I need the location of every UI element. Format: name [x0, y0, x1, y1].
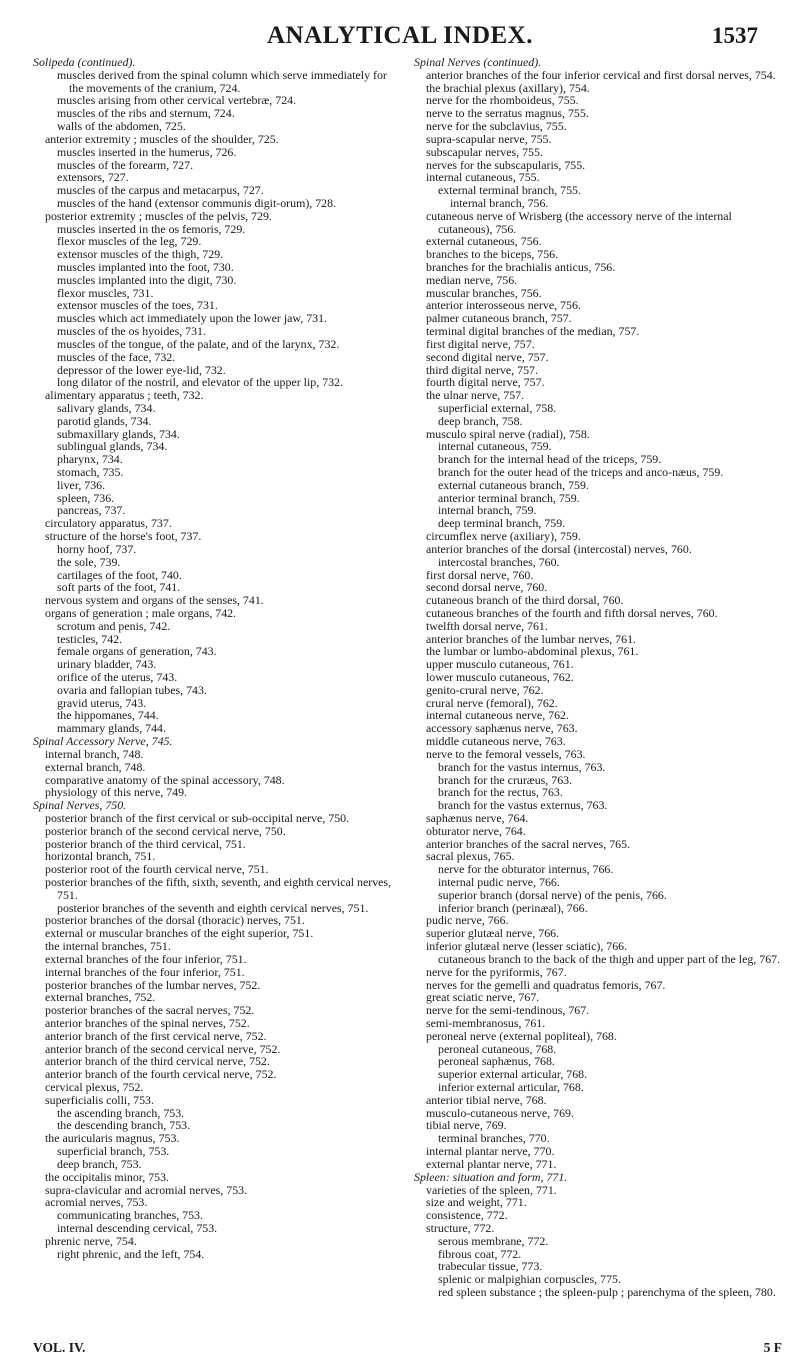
index-entry: communicating branches, 753.: [57, 1208, 203, 1223]
index-entry: middle cutaneous nerve, 763.: [426, 734, 566, 749]
index-entry: first dorsal nerve, 760.: [426, 567, 534, 582]
index-entry: external or muscular branches of the eight superior, 751.: [45, 926, 314, 941]
index-entry: superior external articular, 768.: [438, 1067, 588, 1082]
index-entry: acromial nerves, 753.: [45, 1195, 148, 1210]
index-entry: scrotum and penis, 742.: [57, 618, 171, 633]
index-entry: inferior branch (perinæal), 766.: [438, 900, 588, 915]
index-entry: posterior branches of the sacral nerves, 752.: [45, 1003, 255, 1018]
index-entry: anterior branches of the four inferior cervical and first dorsal nerves, 754.: [426, 67, 776, 82]
index-entry: female organs of generation, 743.: [57, 644, 217, 659]
index-entry: crural nerve (femoral), 762.: [426, 695, 558, 710]
index-entry: superior branch (dorsal nerve) of the penis, 766.: [438, 887, 667, 902]
index-entry: mammary glands, 744.: [57, 721, 166, 736]
index-entry: circumflex nerve (axiliary), 759.: [426, 529, 581, 544]
index-entry: superficialis colli, 753.: [45, 1092, 154, 1107]
index-entry: anterior branch of the fourth cervical nerve, 752.: [45, 1067, 277, 1082]
index-entry: internal branch, 756.: [450, 195, 549, 210]
index-entry: posterior branches of the fifth, sixth, seventh, and eighth cervical nerves, 751.: [45, 875, 392, 902]
index-entry: muscles of the carpus and metacarpus, 727.: [57, 183, 264, 198]
index-entry: anterior tibial nerve, 768.: [426, 1092, 547, 1107]
index-entry: internal cutaneous, 755.: [426, 170, 540, 185]
index-entry: salivary glands, 734.: [57, 400, 156, 415]
index-entry: circulatory apparatus, 737.: [45, 516, 172, 531]
index-entry: branches to the biceps, 756.: [426, 247, 559, 262]
index-entry: the lumbar or lumbo-abdominal plexus, 761.: [426, 644, 639, 659]
index-heading: Spinal Nerves (continued).: [414, 56, 542, 69]
index-entry: soft parts of the foot, 741.: [57, 580, 181, 595]
index-entry: external branch, 748.: [45, 759, 146, 774]
index-entry: branch for the cruræus, 763.: [438, 772, 573, 787]
index-entry: external cutaneous branch, 759.: [438, 477, 589, 492]
index-entry: gravid uterus, 743.: [57, 695, 147, 710]
index-entry: phrenic nerve, 754.: [45, 1233, 137, 1248]
index-entry: cutaneous branch of the third dorsal, 760.: [426, 593, 624, 608]
index-entry: internal branch, 748.: [45, 746, 144, 761]
index-entry: musculo spiral nerve (radial), 758.: [426, 426, 590, 441]
index-entry: organs of generation ; male organs, 742.: [45, 605, 237, 620]
index-entry: parotid glands, 734.: [57, 413, 152, 428]
index-entry: terminal digital branches of the median, 757.: [426, 324, 640, 339]
index-entry: right phrenic, and the left, 754.: [57, 1246, 205, 1261]
index-entry: extensor muscles of the thigh, 729.: [57, 247, 224, 262]
index-entry: terminal branches, 770.: [438, 1131, 550, 1146]
page-header: [0, 22, 800, 52]
index-entry: anterior branch of the second cervical nerve, 752.: [45, 1041, 281, 1056]
index-entry: posterior branch of the third cervical, 751.: [45, 836, 246, 851]
index-entry: cutaneous nerve of Wrisberg (the accessory nerve of the internal cutaneous), 756.: [426, 208, 732, 236]
index-entry: comparative anatomy of the spinal accessory, 748.: [45, 772, 285, 787]
index-entry: anterior branches of the dorsal (intercostal) nerves, 760.: [426, 541, 692, 556]
index-entry: the auricularis magnus, 753.: [45, 1131, 180, 1146]
index-entry: palmer cutaneous branch, 757.: [426, 311, 572, 326]
index-entry: liver, 736.: [57, 477, 106, 492]
index-entry: branch for the rectus, 763.: [438, 785, 563, 800]
index-entry: trabecular tissue, 773.: [438, 1259, 543, 1274]
index-entry: posterior root of the fourth cervical nerve, 751.: [45, 862, 269, 877]
index-entry: structure of the horse's foot, 737.: [45, 529, 202, 544]
index-entry: first digital nerve, 757.: [426, 336, 535, 351]
index-entry: muscles of the tongue, of the palate, and of the larynx, 732.: [57, 336, 340, 351]
index-entry: inferior external articular, 768.: [438, 1080, 584, 1094]
index-entry: muscles of the os hyoides, 731.: [57, 324, 206, 339]
index-entry: the ulnar nerve, 757.: [426, 388, 525, 403]
index-heading: Spinal Accessory Nerve, 745.: [33, 734, 173, 749]
index-entry: horizontal branch, 751.: [45, 849, 156, 864]
index-entry: muscles of the hand (extensor communis digit-orum), 728.: [57, 195, 337, 210]
index-entry: nerves for the subscapularis, 755.: [426, 157, 586, 172]
index-entry: saphænus nerve, 764.: [426, 810, 529, 825]
index-entry: nervous system and organs of the senses, 741.: [45, 593, 264, 608]
index-entry: twelfth dorsal nerve, 761.: [426, 618, 548, 633]
left-index-column: [33, 56, 397, 1336]
index-entry: musculo-cutaneous nerve, 769.: [426, 1105, 574, 1120]
index-entry: branch for the internal head of the triceps, 759.: [438, 452, 662, 467]
index-entry: external branches, 752.: [45, 990, 156, 1005]
index-entry: internal descending cervical, 753.: [57, 1220, 218, 1235]
index-entry: superficial external, 758.: [438, 400, 557, 415]
index-entry: muscles of the forearm, 727.: [57, 157, 194, 172]
index-entry: upper musculo cutaneous, 761.: [426, 657, 574, 672]
index-entry: fibrous coat, 772.: [438, 1246, 522, 1261]
index-entry: posterior branches of the seventh and eighth cervical nerves, 751.: [57, 900, 369, 915]
index-entry: median nerve, 756.: [426, 272, 518, 287]
index-entry: cutaneous branch to the back of the thigh and upper part of the leg, 767.: [438, 951, 781, 966]
index-entry: pancreas, 737.: [57, 503, 126, 518]
index-entry: long dilator of the nostril, and elevator of the upper lip, 732.: [57, 375, 343, 390]
index-entry: branches for the brachialis anticus, 756.: [426, 260, 616, 274]
index-entry: nerve for the rhomboideus, 755.: [426, 93, 579, 108]
index-entry: muscles inserted in the os femoris, 729.: [57, 221, 246, 236]
index-entry: muscles implanted into the digit, 730.: [57, 272, 237, 287]
index-entry: deep terminal branch, 759.: [438, 516, 566, 531]
index-entry: red spleen substance ; the spleen-pulp ; parenchyma of the spleen, 780.: [438, 1285, 776, 1299]
index-entry: second dorsal nerve, 760.: [426, 580, 548, 595]
index-entry: subscapular nerves, 755.: [426, 144, 543, 159]
index-entry: flexor muscles of the leg, 729.: [57, 234, 202, 249]
index-entry: branch for the vastus externus, 763.: [438, 798, 608, 813]
index-entry: internal branch, 759.: [438, 503, 537, 518]
index-entry: tibial nerve, 769.: [426, 1118, 507, 1133]
index-entry: anterior terminal branch, 759.: [438, 490, 580, 505]
index-entry: anterior branch of the first cervical nerve, 752.: [45, 1028, 267, 1043]
index-entry: spleen, 736.: [57, 490, 115, 505]
index-entry: external plantar nerve, 771.: [426, 1156, 557, 1171]
index-entry: testicles, 742.: [57, 631, 123, 646]
index-entry: superior glutæal nerve, 766.: [426, 926, 560, 941]
running-title: ANALYTICAL INDEX.: [267, 22, 533, 49]
index-entry: splenic or malpighian corpuscles, 775.: [438, 1272, 621, 1287]
index-entry: the internal branches, 751.: [45, 939, 171, 954]
index-entry: deep branch, 753.: [57, 1156, 142, 1171]
index-entry: posterior branch of the first cervical or sub-occipital nerve, 750.: [45, 810, 350, 825]
index-entry: posterior branches of the dorsal (thoracic) nerves, 751.: [45, 913, 305, 928]
index-entry: anterior branches of the lumbar nerves, 761.: [426, 631, 636, 646]
index-entry: varieties of the spleen, 771.: [426, 1182, 557, 1197]
index-entry: extensor muscles of the toes, 731.: [57, 298, 218, 313]
index-entry: muscles derived from the spinal column which serve immediately for the movements of the cranium, 724.: [57, 67, 387, 95]
index-entry: flexor muscles, 731.: [57, 285, 154, 300]
index-entry: size and weight, 771.: [426, 1195, 527, 1210]
index-entry: second digital nerve, 757.: [426, 349, 549, 364]
index-entry: external terminal branch, 755.: [438, 183, 581, 198]
index-entry: nerve to the femoral vessels, 763.: [426, 746, 586, 761]
index-entry: anterior interosseous nerve, 756.: [426, 298, 581, 313]
index-entry: external cutaneous, 756.: [426, 234, 542, 249]
index-entry: stomach, 735.: [57, 465, 124, 479]
index-entry: posterior branches of the lumbar nerves, 752.: [45, 977, 261, 992]
index-entry: muscles of the ribs and sternum, 724.: [57, 106, 235, 121]
index-entry: peroneal nerve (external popliteal), 768.: [426, 1028, 617, 1043]
index-entry: internal plantar nerve, 770.: [426, 1144, 555, 1159]
index-entry: genito-crural nerve, 762.: [426, 682, 544, 697]
index-entry: the brachial plexus (axillary), 754.: [426, 80, 590, 95]
index-entry: alimentary apparatus ; teeth, 732.: [45, 388, 204, 403]
page-footer: [33, 1340, 782, 1356]
index-entry: muscles arising from other cervical vertebræ, 724.: [57, 93, 297, 108]
index-entry: nerve for the pyriformis, 767.: [426, 964, 567, 979]
index-heading: Spleen: situation and form, 771.: [414, 1169, 568, 1184]
index-entry: sublingual glands, 734.: [57, 439, 168, 454]
index-entry: cutaneous branches of the fourth and fifth dorsal nerves, 760.: [426, 605, 718, 620]
index-entry: anterior extremity ; muscles of the shoulder, 725.: [45, 131, 279, 146]
index-entry: peroneal cutaneous, 768.: [438, 1041, 557, 1056]
index-entry: muscles implanted into the foot, 730.: [57, 260, 234, 274]
index-entry: peroneal saphænus, 768.: [438, 1054, 555, 1069]
index-entry: semi-membranosus, 761.: [426, 1015, 546, 1030]
index-entry: structure, 772.: [426, 1220, 495, 1235]
index-entry: the sole, 739.: [57, 554, 121, 569]
index-entry: urinary bladder, 743.: [57, 657, 157, 672]
index-entry: branch for the outer head of the triceps and anco-næus, 759.: [438, 465, 724, 479]
index-entry: branch for the vastus internus, 763.: [438, 759, 606, 774]
index-entry: the descending branch, 753.: [57, 1118, 191, 1133]
index-entry: the hippomanes, 744.: [57, 708, 159, 723]
index-entry: pudic nerve, 766.: [426, 913, 509, 928]
index-entry: the ascending branch, 753.: [57, 1105, 185, 1120]
index-entry: lower musculo cutaneous, 762.: [426, 670, 574, 684]
index-entry: internal branches of the four inferior, 751.: [45, 964, 245, 979]
index-entry: cervical plexus, 752.: [45, 1080, 144, 1094]
index-entry: accessory saphænus nerve, 763.: [426, 721, 578, 736]
index-entry: fourth digital nerve, 757.: [426, 375, 545, 390]
index-entry: posterior extremity ; muscles of the pelvis, 729.: [45, 208, 272, 223]
right-index-column: [414, 56, 782, 1336]
index-heading: Solipeda (continued).: [33, 56, 136, 69]
signature-mark: 5 F: [763, 1340, 782, 1355]
index-entry: inferior glutæal nerve (lesser sciatic), 766.: [426, 939, 628, 954]
index-entry: nerve for the semi-tendinous, 767.: [426, 1003, 590, 1018]
index-entry: submaxillary glands, 734.: [57, 426, 180, 441]
index-entry: anterior branches of the sacral nerves, 765.: [426, 836, 631, 851]
index-entry: posterior branch of the second cervical nerve, 750.: [45, 823, 286, 838]
index-heading: Spinal Nerves, 750.: [33, 798, 127, 813]
index-entry: anterior branches of the spinal nerves, 752.: [45, 1015, 250, 1030]
index-entry: third digital nerve, 757.: [426, 362, 538, 377]
volume-label: VOL. IV.: [33, 1340, 86, 1355]
index-entry: nerves for the gemelli and quadratus femoris, 767.: [426, 977, 666, 992]
index-entry: muscles which act immediately upon the lower jaw, 731.: [57, 311, 328, 326]
index-entry: obturator nerve, 764.: [426, 823, 526, 838]
index-entry: pharynx, 734.: [57, 452, 123, 467]
index-entry: muscles of the face, 732.: [57, 349, 176, 364]
index-entry: external branches of the four inferior, 751.: [45, 951, 247, 966]
index-entry: muscles inserted in the humerus, 726.: [57, 144, 237, 159]
index-entry: anterior branch of the third cervical nerve, 752.: [45, 1054, 270, 1069]
index-entry: nerve for the obturator internus, 766.: [438, 862, 614, 877]
index-entry: deep branch, 758.: [438, 413, 523, 428]
index-entry: cartilages of the foot, 740.: [57, 567, 182, 582]
page-number: 1537: [712, 23, 758, 48]
index-entry: superficial branch, 753.: [57, 1144, 170, 1159]
index-entry: depressor of the lower eye-lid, 732.: [57, 362, 226, 377]
index-entry: muscular branches, 756.: [426, 285, 542, 300]
index-entry: great sciatic nerve, 767.: [426, 990, 540, 1005]
index-entry: extensors, 727.: [57, 170, 129, 185]
index-entry: supra-clavicular and acromial nerves, 753.: [45, 1182, 248, 1197]
index-entry: supra-scapular nerve, 755.: [426, 131, 552, 146]
index-entry: horny hoof, 737.: [57, 541, 137, 556]
index-entry: nerve to the serratus magnus, 755.: [426, 106, 589, 121]
index-entry: orifice of the uterus, 743.: [57, 670, 178, 684]
index-entry: ovaria and fallopian tubes, 743.: [57, 682, 207, 697]
index-entry: intercostal branches, 760.: [438, 554, 560, 569]
index-entry: internal cutaneous nerve, 762.: [426, 708, 569, 723]
index-entry: walls of the abdomen, 725.: [57, 119, 186, 134]
index-entry: consistence, 772.: [426, 1208, 508, 1223]
index-entry: internal cutaneous, 759.: [438, 439, 552, 454]
index-entry: the occipitalis minor, 753.: [45, 1169, 170, 1184]
index-entry: nerve for the subclavius, 755.: [426, 119, 567, 134]
index-entry: physiology of this nerve, 749.: [45, 785, 188, 800]
index-entry: sacral plexus, 765.: [426, 849, 515, 864]
index-entry: serous membrane, 772.: [438, 1233, 549, 1248]
index-entry: internal pudic nerve, 766.: [438, 875, 560, 889]
